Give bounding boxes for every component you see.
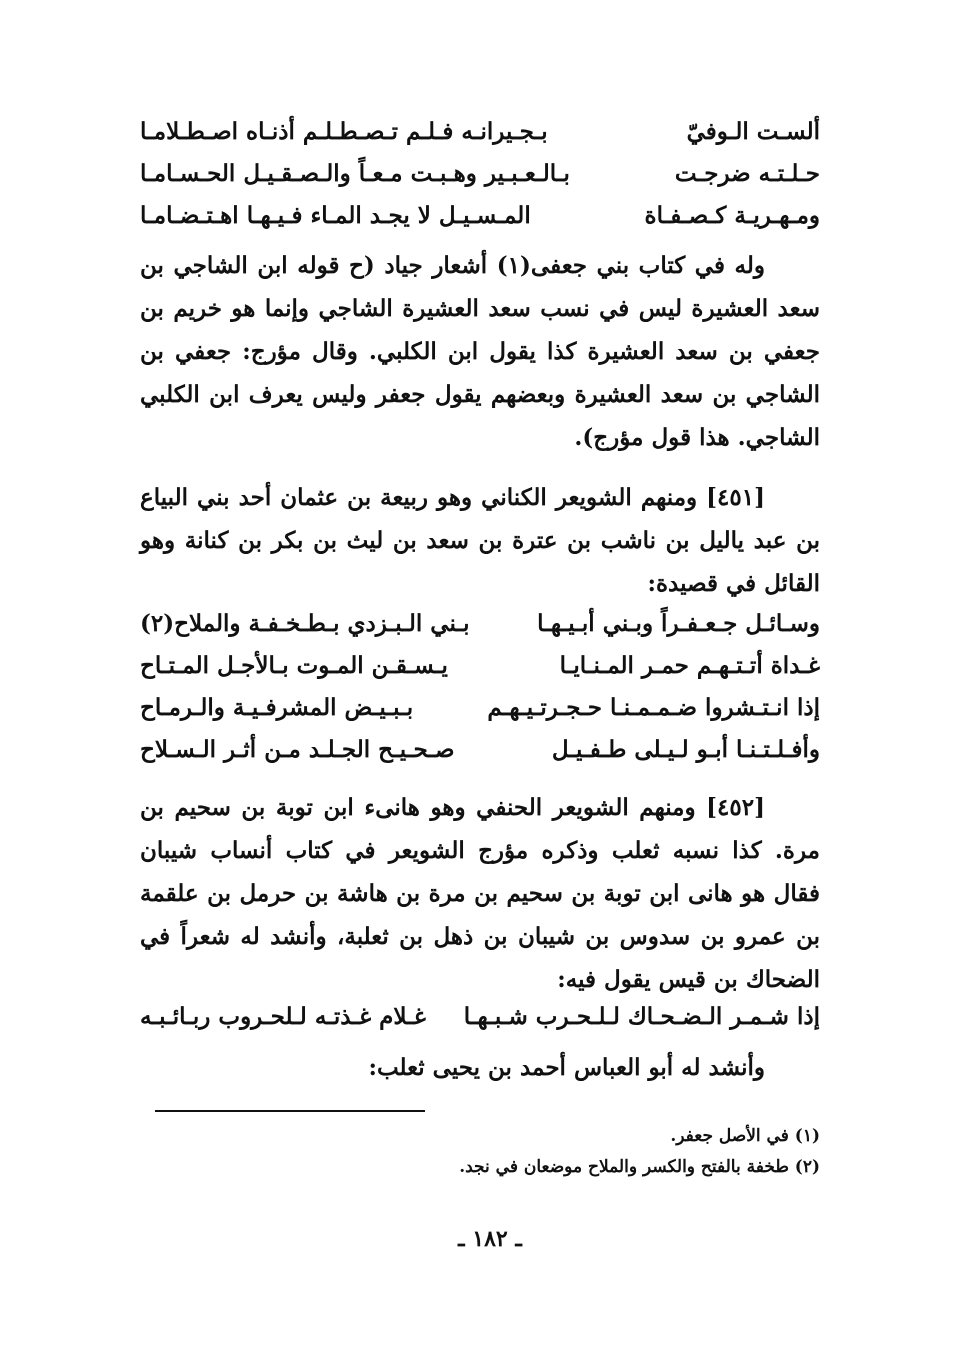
verse-second-hemistich: بـالـعـبـير وهـبـت مـعـاً والـصـقـيـل الحـسـامـا — [140, 160, 570, 187]
page-number: ـ ١٨٢ ـ — [458, 1226, 522, 1252]
paragraph-bani-jufi: وله في كتاب بني جعفى(١) أشعار جياد (ح قوله ابن الشاجي بن سعد العشيرة ليس في نسب سعد العشيرة الشاجي وإنما هو خريم بن جعفي بن سعد العشيرة كذا يقول ابن الكلبي. وقال مؤرج: جعفي بن الشاجي بن سعد العشيرة وبعضهم يقول جعفر وليس يعرف ابن الكلبي الشاجي. هذا قول مؤرج). — [140, 252, 820, 451]
verse-line — [140, 736, 820, 763]
verse-first-hemistich: إذا شـمـر الـضـحـاك لـلـحـرب شـبـهـا — [463, 1003, 820, 1030]
verse-second-hemistich: بـني الـبـزدي بـطـخـفـة والملاح(٢) — [140, 610, 470, 637]
footnote-separator — [155, 1110, 425, 1112]
verse-second-hemistich: صـحـيـح الجـلـد مـن أثـر الـسـلاح — [140, 736, 455, 763]
verse-line — [140, 610, 820, 637]
verse-first-hemistich: إذا انـتـشروا ضـمـمـنـا حـجـرتـيـهـم — [487, 694, 820, 721]
paragraph-entry-451: [٤٥١] ومنهم الشويعر الكناني وهو ربيعة بن عثمان أحد بني البياع بن عبد ياليل بن ناشب بن عترة بن سعد بن ليث بن بكر بن كنانة وهو القائل في قصيدة: — [140, 484, 820, 597]
verse-first-hemistich: غـداة أتـتـهـم حمـر المـنـايـا — [559, 652, 820, 679]
verse-line — [140, 202, 820, 229]
footnote: (٢) طخفة بالفتح والكسر والملاح موضعان في نجد. — [459, 1157, 820, 1177]
verse-line — [140, 652, 820, 679]
verse-first-hemistich: حـلـتـه ضرجـت — [674, 160, 820, 187]
verse-first-hemistich: وسـائـل جـعـفـراً وبـني أبـيـهـا — [537, 610, 820, 637]
verse-second-hemistich: بـجـيرانـه فـلـم تـصـطـلـم أذنـاه اصـطـلامـا — [140, 118, 548, 145]
verse-first-hemistich: ومـهـريـة كـصـفـاة — [644, 202, 820, 229]
paragraph-recitation-note: وأنشد له أبو العباس أحمد بن يحيى ثعلب: — [368, 1054, 765, 1081]
verse-line — [140, 694, 820, 721]
verse-line — [140, 160, 820, 187]
verse-second-hemistich: المـسـيـل لا يجـد المـاء فـيـهـا اهـتـضـامـا — [140, 202, 531, 229]
footnote: (١) في الأصل جعفر. — [670, 1126, 820, 1146]
verse-line — [140, 118, 820, 145]
verse-first-hemistich: ألسـت الـوفيّ — [686, 118, 820, 145]
verse-second-hemistich: يـسـقـن المـوت بـالأجـل المـتـاح — [140, 652, 448, 679]
verse-first-hemistich: وأفـلـتـنـا أبـو لـيـلى طـفـيـل — [551, 736, 820, 763]
verse-second-hemistich: بـبـيـض المشرفـيـة والـرمـاح — [140, 694, 414, 721]
paragraph-entry-452: [٤٥٢] ومنهم الشويعر الحنفي وهو هانىء ابن توبة بن سحيم بن مرة. كذا نسبه ثعلب وذكره مؤرج الشويعر في كتاب أنساب شيبان فقال هو هانى ابن توبة بن سحيم بن مرة بن هاشة بن حرمل بن علقمة بن عمرو بن سدوس بن شيبان بن ذهل بن ثعلبة، وأنشد له شعراً في الضحاك بن قيس يقول فيه: — [140, 794, 820, 993]
verse-second-hemistich: غـلام غـذتـه لـلحـروب ربـائـبـه — [140, 1003, 426, 1030]
verse-line — [140, 1003, 820, 1030]
